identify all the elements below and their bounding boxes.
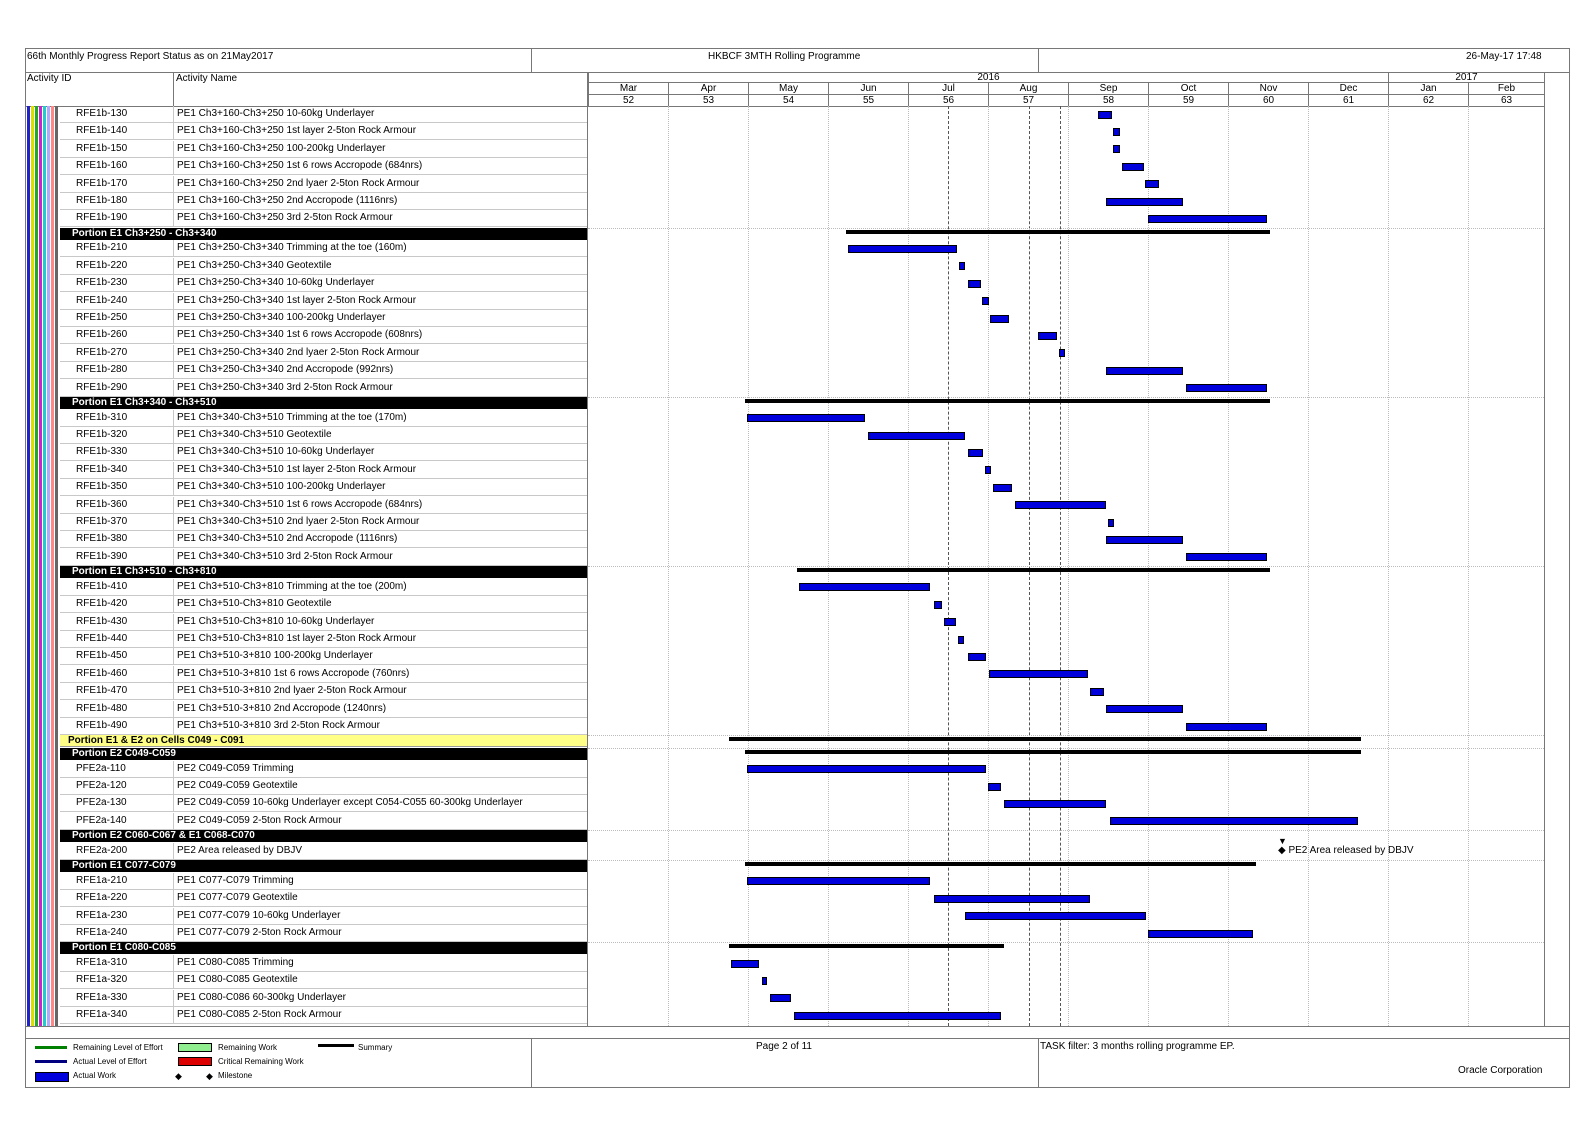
activity-id: RFE1b-180 [76,195,128,206]
activity-name: PE1 C077-C079 Geotextile [173,890,298,907]
legend-remaining-loe: Remaining Level of Effort [73,1043,163,1052]
activity-name: PE1 Ch3+510-Ch3+810 1st layer 2-5ton Rock Armour [173,631,416,648]
programme-title: HKBCF 3MTH Rolling Programme [708,51,861,62]
activity-bar[interactable] [934,895,1090,903]
activity-name: PE1 Ch3+340-Ch3+510 1st layer 2-5ton Rock Armour [173,462,416,479]
legend-remaining-work: Remaining Work [218,1043,277,1052]
activity-id: RFE1b-270 [76,346,128,358]
month-oct: Oct [1148,83,1228,95]
activity-name: PE1 Ch3+340-Ch3+510 10-60kg Underlayer [173,444,374,461]
activity-name: PE1 C077-C079 10-60kg Underlayer [173,908,340,925]
period-61: 61 [1308,95,1388,106]
group-header[interactable]: Portion E1 C080-C085 [60,942,587,954]
activity-name: PE1 Ch3+160-Ch3+250 1st layer 2-5ton Rock Armour [173,123,416,140]
table-row[interactable] [60,275,587,292]
activity-name: PE2 C049-C059 10-60kg Underlayer except C054-C055 60-300kg Underlayer [173,795,523,812]
row-gridline [588,830,1544,831]
activity-bar[interactable] [968,653,986,661]
col-sep [173,72,174,106]
row-gridline [588,860,1544,861]
table-row[interactable] [60,410,587,427]
activity-name: PE1 C080-C085 Trimming [173,955,294,972]
remaining-work-swatch [178,1043,212,1052]
month-mar: Mar [588,83,668,95]
gantt-left-border [587,72,588,1026]
activity-id: RFE1b-230 [76,277,128,289]
activity-name: PE2 Area released by DBJV [173,843,302,860]
table-row[interactable] [60,327,587,344]
company-name: Oracle Corporation [1458,1065,1543,1076]
table-row[interactable] [60,479,587,496]
milestone-label: PE2 Area released by DBJV [1288,844,1414,856]
table-row[interactable] [60,596,587,613]
activity-name: PE1 C077-C079 Trimming [173,873,294,890]
activity-id: RFE1b-470 [76,685,128,697]
activity-id: PFE2a-120 [76,780,127,791]
table-row[interactable] [60,549,587,566]
summary-bar[interactable] [745,399,1270,403]
report-timestamp: 26-May-17 17:48 [1466,51,1542,62]
activity-bar[interactable] [1038,332,1057,340]
activity-id: RFE1b-150 [76,142,128,154]
table-row[interactable] [60,795,587,812]
activity-id: RFE1b-440 [76,633,128,644]
activity-id: RFE1b-170 [76,177,128,189]
table-row[interactable] [60,158,587,175]
report-status-title: 66th Monthly Progress Report Status as on 21May2017 [27,51,274,62]
activity-id: RFE1b-370 [76,516,128,527]
table-row[interactable] [60,497,587,514]
table-row[interactable] [60,123,587,140]
table-bottom [25,1026,1570,1027]
activity-id: RFE1b-490 [76,720,128,731]
activity-name: PE1 Ch3+510-3+810 1st 6 rows Accropode (760nrs) [173,666,409,683]
activity-bar[interactable] [1110,817,1358,825]
activity-name: PE1 Ch3+160-Ch3+250 2nd Accropode (1116nrs) [173,193,397,210]
table-row[interactable] [60,258,587,275]
table-row[interactable] [60,141,587,158]
period-52: 52 [588,95,668,106]
legend-milestone: Milestone [218,1071,253,1080]
table-row[interactable] [60,631,587,648]
activity-id: RFE1b-210 [76,242,128,254]
group-header[interactable]: Portion E1 Ch3+510 - Ch3+810 [60,566,587,578]
legend-critical-remaining-work: Critical Remaining Work [218,1057,304,1066]
summary-swatch [318,1044,354,1047]
activity-id: PFE2a-130 [76,797,127,809]
activity-name: PE1 Ch3+250-Ch3+340 10-60kg Underlayer [173,275,374,292]
activity-id: RFE1a-310 [76,957,128,968]
summary-bar[interactable] [797,568,1270,572]
table-row[interactable] [60,683,587,700]
activity-bar[interactable] [1122,163,1144,171]
row-gridline [588,748,1544,749]
activity-name: PE2 C049-C059 Trimming [173,761,294,778]
activity-bar[interactable] [934,601,942,609]
activity-name: PE1 C080-C085 2-5ton Rock Armour [173,1007,342,1024]
table-row[interactable] [60,310,587,327]
group-header[interactable]: Portion E1 C077-C079 [60,860,587,872]
activity-id: RFE1b-310 [76,411,128,423]
activity-name: PE1 Ch3+340-Ch3+510 1st 6 rows Accropode (684nrs) [173,497,422,514]
milestone-marker[interactable] [1278,845,1414,856]
activity-bar[interactable] [1015,501,1106,509]
activity-id: RFE1b-340 [76,463,128,475]
activity-bar[interactable] [770,994,791,1002]
row-gridline [588,942,1544,943]
activity-name: PE1 Ch3+340-Ch3+510 Trimming at the toe (170m) [173,410,407,427]
activity-id: PFE2a-110 [76,762,126,774]
table-row[interactable] [60,1007,587,1024]
activity-bar[interactable] [1113,145,1120,153]
table-row[interactable] [60,380,587,397]
activity-name: PE1 Ch3+250-Ch3+340 2nd Accropode (992nrs) [173,362,393,379]
activity-name: PE1 Ch3+340-Ch3+510 100-200kg Underlayer [173,479,385,496]
row-gridline [588,397,1544,398]
footer-sep-2 [1038,1038,1039,1088]
activity-name: PE2 C049-C059 Geotextile [173,778,298,795]
activity-bar[interactable] [990,315,1009,323]
month-nov: Nov [1228,83,1308,95]
table-row[interactable] [60,925,587,942]
activity-id: RFE1a-320 [76,974,128,986]
group-header[interactable]: Portion E1 Ch3+250 - Ch3+340 [60,228,587,240]
table-row[interactable] [60,648,587,665]
activity-id: RFE1b-480 [76,702,128,714]
activity-id: RFE2a-200 [76,844,128,856]
activity-id: RFE1a-220 [76,892,128,904]
table-row[interactable] [60,873,587,890]
activity-bar[interactable] [982,297,989,305]
activity-bar[interactable] [988,783,1001,791]
table-row[interactable] [60,666,587,683]
activity-bar[interactable] [1108,519,1114,527]
activity-name: PE1 C080-C085 Geotextile [173,972,298,989]
activity-name: PE1 Ch3+510-Ch3+810 10-60kg Underlayer [173,614,374,631]
activity-name: PE1 Ch3+510-3+810 100-200kg Underlayer [173,648,373,665]
activity-bar[interactable] [993,484,1012,492]
activity-id: RFE1b-410 [76,580,128,592]
period-53: 53 [668,95,748,106]
activity-id: RFE1b-190 [76,212,128,224]
actual-work-swatch [35,1072,69,1082]
summary-bar[interactable] [745,750,1361,754]
activity-id: RFE1b-260 [76,329,128,341]
activity-bar[interactable] [958,636,964,644]
summary-bar[interactable] [745,862,1256,866]
footer-sep-1 [531,1038,532,1088]
activity-id: RFE1a-230 [76,909,128,921]
table-row[interactable] [60,990,587,1007]
activity-id: RFE1b-380 [76,533,128,545]
month-jun: Jun [828,83,908,95]
table-row[interactable] [60,106,587,123]
legend-summary: Summary [358,1043,393,1052]
activity-id: RFE1b-330 [76,446,128,458]
table-row[interactable] [60,362,587,379]
activity-name-header[interactable]: Activity Name [176,73,238,84]
activity-bar[interactable] [747,877,930,885]
activity-name: PE1 Ch3+160-Ch3+250 100-200kg Underlayer [173,141,385,158]
activity-id: RFE1a-240 [76,927,128,938]
table-row[interactable] [60,908,587,925]
milestone-diamond-icon: ◆ [1278,844,1289,856]
table-row[interactable] [60,345,587,362]
activity-name: PE1 Ch3+340-Ch3+510 Geotextile [173,427,332,444]
table-row[interactable] [60,531,587,548]
period-60: 60 [1228,95,1308,106]
activity-id-header[interactable]: Activity ID [27,73,72,84]
activity-bar[interactable] [848,245,957,253]
gantt-right-border [1544,72,1545,1026]
table-row[interactable] [60,293,587,310]
activity-id: RFE1b-420 [76,598,128,610]
table-row[interactable] [60,813,587,830]
activity-id: RFE1b-390 [76,550,128,562]
table-row[interactable] [60,701,587,718]
table-row[interactable] [60,193,587,210]
activity-id: RFE1b-430 [76,615,128,627]
activity-id: RFE1a-340 [76,1009,128,1021]
activity-bar[interactable] [1148,930,1253,938]
month-sep: Sep [1068,83,1148,95]
activity-bar[interactable] [968,280,981,288]
activity-id: RFE1b-220 [76,259,128,271]
activity-bar[interactable] [959,262,965,270]
table-row[interactable] [60,427,587,444]
activity-bar[interactable] [1145,180,1159,188]
activity-name: PE1 Ch3+340-Ch3+510 3rd 2-5ton Rock Armour [173,549,393,566]
table-row[interactable] [60,761,587,778]
page-number: Page 2 of 11 [756,1041,812,1052]
activity-bar[interactable] [1098,111,1112,119]
activity-id: RFE1a-210 [76,874,128,886]
activity-bar[interactable] [1106,536,1183,544]
table-row[interactable] [60,210,587,227]
activity-id: RFE1b-320 [76,429,128,440]
activity-bar[interactable] [799,583,930,591]
activity-name: PE1 Ch3+250-Ch3+340 1st layer 2-5ton Rock Armour [173,293,416,310]
month-apr: Apr [668,83,748,95]
month-feb: Feb [1468,83,1544,95]
activity-name: PE1 C077-C079 2-5ton Rock Armour [173,925,342,942]
period-57: 57 [988,95,1068,106]
activity-name: PE1 Ch3+160-Ch3+250 1st 6 rows Accropode (684nrs) [173,158,422,175]
activity-name: PE1 Ch3+510-3+810 2nd lyaer 2-5ton Rock Armour [173,683,407,700]
activity-id: RFE1b-140 [76,125,128,137]
activity-bar[interactable] [985,466,991,474]
activity-bar[interactable] [1186,553,1267,561]
activity-id: RFE1b-160 [76,160,128,172]
activity-bar[interactable] [1090,688,1104,696]
activity-name: PE1 Ch3+250-Ch3+340 Trimming at the toe (160m) [173,240,407,257]
activity-name: PE1 Ch3+160-Ch3+250 10-60kg Underlayer [173,106,374,123]
table-row[interactable] [60,955,587,972]
critical-swatch [178,1057,212,1066]
activity-bar[interactable] [1106,367,1183,375]
activity-name: PE1 Ch3+510-3+810 3rd 2-5ton Rock Armour [173,718,380,735]
activity-name: PE1 Ch3+250-Ch3+340 1st 6 rows Accropode (608nrs) [173,327,422,344]
activity-bar[interactable] [1004,800,1106,808]
table-row[interactable] [60,176,587,193]
activity-bar[interactable] [1148,215,1267,223]
activity-bar[interactable] [1186,723,1267,731]
task-filter: TASK filter: 3 months rolling programme EP. [1040,1041,1235,1052]
table-row[interactable] [60,972,587,989]
activity-bar[interactable] [944,618,956,626]
table-row[interactable] [60,778,587,795]
activity-id: RFE1b-450 [76,650,128,662]
year-2016: 2016 [588,72,1388,83]
period-56: 56 [908,95,988,106]
activity-id: RFE1b-360 [76,498,128,510]
activity-name: PE1 Ch3+250-Ch3+340 Geotextile [173,258,332,275]
row-gridline [588,735,1544,736]
activity-id: RFE1b-290 [76,381,128,393]
activity-id: RFE1b-350 [76,481,128,493]
table-row[interactable] [60,614,587,631]
group-header[interactable]: Portion E2 C060-C067 & E1 C068-C070 [60,830,587,842]
activity-name: PE1 Ch3+250-Ch3+340 3rd 2-5ton Rock Armour [173,380,393,397]
activity-id: RFE1b-250 [76,312,128,323]
period-59: 59 [1148,95,1228,106]
activity-name: PE2 C049-C059 2-5ton Rock Armour [173,813,342,830]
activity-bar[interactable] [747,414,865,422]
table-row[interactable] [60,444,587,461]
table-row[interactable] [60,579,587,596]
period-55: 55 [828,95,908,106]
activity-bar[interactable] [1059,349,1065,357]
activity-name: PE1 Ch3+340-Ch3+510 2nd Accropode (1116nrs) [173,531,397,548]
activity-id: RFE1b-460 [76,667,128,679]
period-54: 54 [748,95,828,106]
month-aug: Aug [988,83,1068,95]
summary-bar[interactable] [846,230,1270,234]
activity-bar[interactable] [1106,198,1183,206]
activity-bar[interactable] [731,960,759,968]
activity-name: PE1 Ch3+340-Ch3+510 2nd lyaer 2-5ton Rock Armour [173,514,419,531]
month-jul: Jul [908,83,988,95]
month-dec: Dec [1308,83,1388,95]
activity-id: RFE1b-280 [76,364,128,376]
activity-name: PE1 Ch3+160-Ch3+250 2nd lyaer 2-5ton Rock Armour [173,176,419,193]
group-header[interactable]: Portion E1 & E2 on Cells C049 - C091 [60,735,587,747]
milestone-triangle-icon: ▼ [1278,835,1287,846]
activity-name: PE1 Ch3+250-Ch3+340 2nd lyaer 2-5ton Rock Armour [173,345,419,362]
period-58: 58 [1068,95,1148,106]
period-63: 63 [1468,95,1544,106]
summary-bar[interactable] [729,737,1361,741]
remaining-loe-swatch [35,1046,67,1049]
activity-bar[interactable] [968,449,983,457]
table-row[interactable] [60,843,587,860]
activity-bar[interactable] [794,1012,1001,1020]
month-jan: Jan [1388,83,1468,95]
header-sep-2 [1038,48,1039,72]
activity-name: PE1 Ch3+510-Ch3+810 Geotextile [173,596,332,613]
table-row[interactable] [60,240,587,257]
activity-bar[interactable] [1186,384,1267,392]
activity-bar[interactable] [762,977,767,985]
group-header[interactable]: Portion E2 C049-C059 [60,748,587,760]
month-may: May [748,83,828,95]
legend-actual-loe: Actual Level of Effort [73,1057,147,1066]
year-2017: 2017 [1388,72,1544,83]
activity-bar[interactable] [989,670,1088,678]
activity-name: PE1 Ch3+510-Ch3+810 Trimming at the toe (200m) [173,579,407,596]
activity-name: PE1 C080-C086 60-300kg Underlayer [173,990,346,1007]
activity-id: RFE1b-240 [76,294,128,306]
activity-id: RFE1a-330 [76,991,128,1003]
activity-name: PE1 Ch3+510-3+810 2nd Accropode (1240nrs) [173,701,386,718]
table-row[interactable] [60,462,587,479]
footer-divider [25,1038,1570,1039]
table-row[interactable] [60,718,587,735]
table-row[interactable] [60,890,587,907]
legend-actual-work: Actual Work [73,1071,116,1080]
period-62: 62 [1388,95,1468,106]
activity-id: RFE1b-130 [76,108,128,119]
milestone-diamond-icon-2: ◆ [206,1071,213,1081]
actual-loe-swatch [35,1060,67,1063]
header-sep-1 [531,48,532,72]
table-row[interactable] [60,514,587,531]
summary-bar[interactable] [729,944,1004,948]
activity-bar[interactable] [1113,128,1120,136]
activity-name: PE1 Ch3+160-Ch3+250 3rd 2-5ton Rock Armour [173,210,393,227]
activity-id: PFE2a-140 [76,814,127,826]
activity-bar[interactable] [747,765,986,773]
activity-bar[interactable] [868,432,965,440]
activity-bar[interactable] [1106,705,1183,713]
milestone-diamond-icon: ◆ [175,1071,182,1081]
group-header[interactable]: Portion E1 Ch3+340 - Ch3+510 [60,397,587,409]
activity-bar[interactable] [965,912,1146,920]
row-gridline [588,566,1544,567]
activity-name: PE1 Ch3+250-Ch3+340 100-200kg Underlayer [173,310,385,327]
